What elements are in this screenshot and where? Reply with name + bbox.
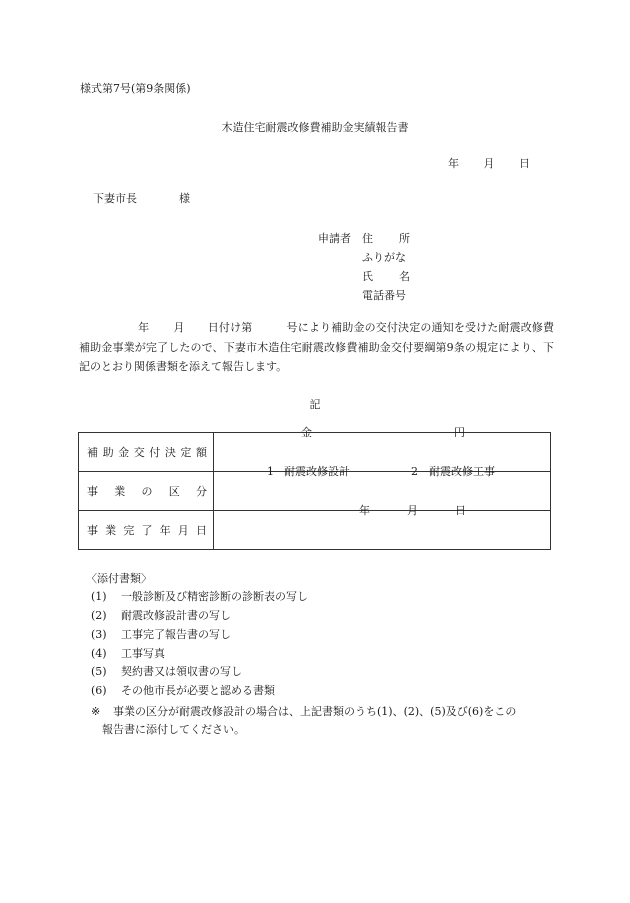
address-char-2: 所: [399, 232, 410, 245]
attachment-number: (4): [91, 647, 107, 660]
list-item: [91, 685, 275, 696]
list-item: [91, 648, 165, 659]
body-paragraph: 号により補助金の交付決定の通知を受けた耐震改修費補助金事業が完了したので、下妻市木造住宅耐震改修費補助金交付要綱第9条の規定により、下記のとおり関係書類を添えて報告します。: [79, 321, 555, 373]
completion-date-value: [214, 504, 550, 549]
addressee-name: 下妻市長: [93, 192, 137, 205]
summary-table: [78, 426, 551, 550]
grant-amount-value: [214, 426, 550, 471]
list-item: [91, 666, 242, 677]
body-year: 年: [138, 321, 150, 334]
table-row: [79, 511, 551, 550]
list-item: [91, 610, 231, 621]
option2-number: 2: [411, 465, 418, 478]
project-category-header: 事 業 の 区 分: [87, 484, 207, 498]
amount-prefix: 金: [301, 426, 312, 439]
name-char-2: 名: [399, 270, 410, 283]
attachment-number: (1): [91, 590, 107, 603]
completion-day: 日: [455, 504, 466, 517]
name-char-1: 氏: [362, 270, 373, 283]
addressee: [93, 193, 190, 204]
project-category-options: [214, 465, 550, 510]
date-month-label: 月: [483, 157, 495, 170]
table-header-cell: [79, 472, 214, 511]
grant-amount-cell: [214, 426, 551, 472]
date-year-label: 年: [448, 157, 459, 170]
attachment-text: 一般診断及び精密診断の診断表の写し: [121, 590, 308, 603]
table-header-cell: [79, 511, 214, 550]
list-item: [91, 591, 308, 602]
option1-text: 耐震改修設計: [284, 465, 350, 478]
completion-month: 月: [407, 504, 418, 517]
address-char-1: 住: [362, 232, 373, 245]
completion-date-header: 事 業 完 了 年 月 日: [87, 523, 207, 537]
list-item: [91, 629, 231, 640]
attachment-number: (2): [91, 609, 107, 622]
note-mark: ※: [91, 705, 101, 718]
table-header-cell: [79, 433, 214, 472]
applicant-phone-label: 電話番号: [362, 289, 406, 302]
attachment-text: 工事完了報告書の写し: [121, 628, 231, 641]
project-category-cell: [214, 465, 551, 511]
ki-heading: 記: [309, 398, 321, 411]
grant-amount-header: 補 助 金 交 付 決 定 額: [87, 445, 207, 459]
report-body-text: [79, 318, 554, 377]
amount-unit: 円: [454, 426, 465, 439]
completion-year: 年: [359, 504, 370, 517]
attachment-number: (5): [91, 665, 107, 678]
applicant-name-label: [362, 271, 410, 282]
attachments-title: 〈添付書類〉: [86, 572, 152, 585]
option2-text: 耐震改修工事: [429, 465, 495, 478]
form-number-label: 様式第7号(第9条関係): [80, 82, 191, 95]
attachment-text: 耐震改修設計書の写し: [121, 609, 231, 622]
attachment-text: 工事写真: [121, 647, 165, 660]
applicant-label: 申請者: [318, 232, 351, 245]
document-title: 木造住宅耐震改修費補助金実績報告書: [221, 121, 409, 134]
date-day-label: 日: [519, 157, 530, 170]
body-day-issued: 日付け第: [207, 321, 253, 334]
option1-number: 1: [267, 465, 274, 478]
note-line-1: 事業の区分が耐震改修設計の場合は、上記書類のうち(1)、(2)、(5)及び(6)をこの: [113, 705, 517, 718]
addressee-honorific: 様: [179, 192, 190, 205]
attachment-note: [91, 703, 561, 739]
table-row: [79, 472, 551, 511]
report-date: [448, 158, 530, 169]
attachment-number: (6): [91, 684, 107, 697]
applicant-address-label: [362, 233, 410, 244]
applicant-furigana-label: ふりがな: [362, 251, 406, 264]
note-line-2: 報告書に添付してください。: [102, 723, 245, 736]
attachment-text: その他市長が必要と認める書類: [121, 684, 275, 697]
completion-date-cell: [214, 504, 551, 550]
attachment-text: 契約書又は領収書の写し: [121, 665, 242, 678]
body-month: 月: [173, 321, 185, 334]
attachment-number: (3): [91, 628, 107, 641]
